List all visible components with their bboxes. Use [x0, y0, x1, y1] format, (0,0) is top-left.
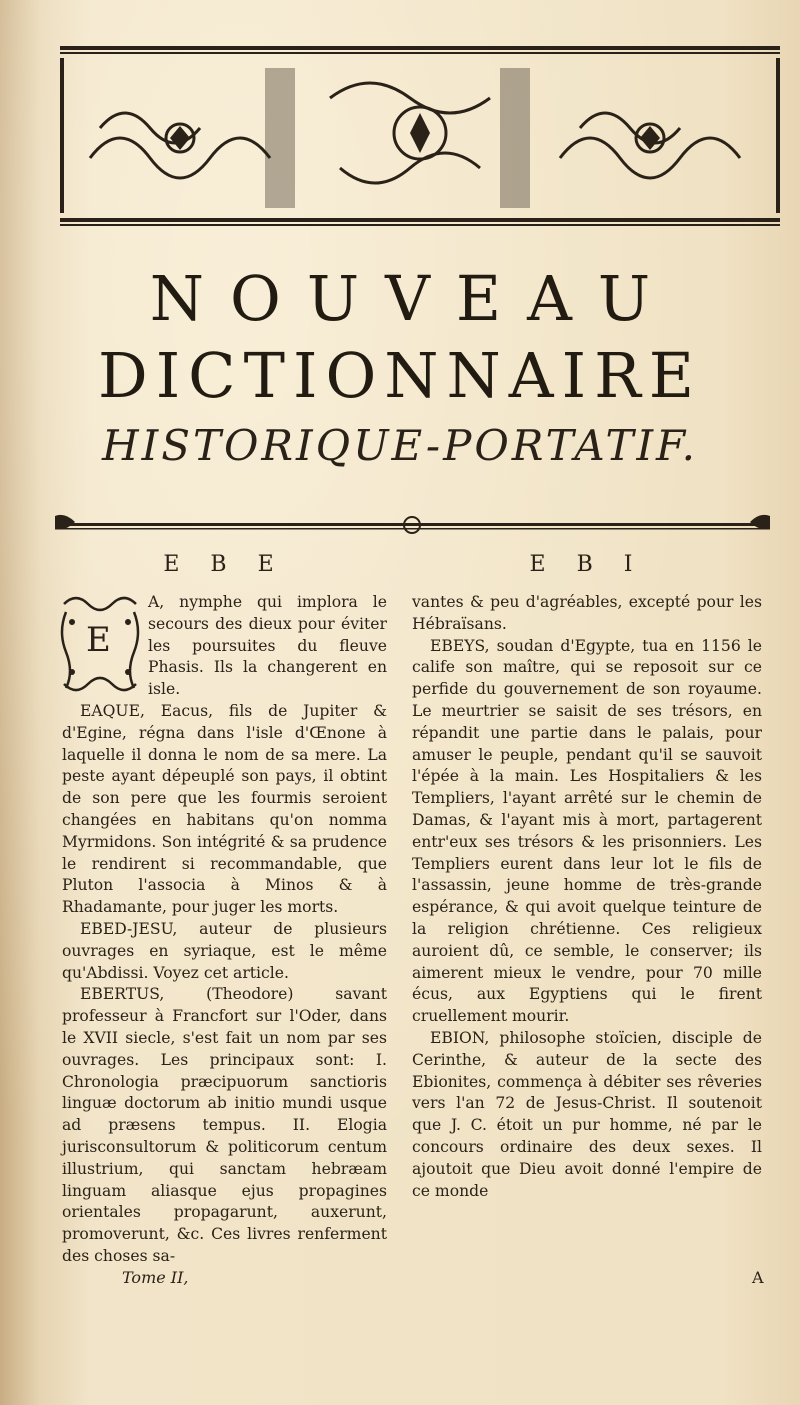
entry-ebed-jesu: EBED-JESU, auteur de plusieurs ouvrages en syriaque, est le même qu'Abdissi. Voyez cet article. [62, 919, 387, 982]
entry-ea: A, nymphe qui implora le secours des dieux pour éviter les poursuites du fleuve Phasis. Ils la changerent en isle. [148, 593, 387, 699]
left-column-text [62, 592, 387, 1268]
entry-ebertus-continued: vantes & peu d'agréables, excepté pour les Hébraïsans. [412, 593, 762, 633]
left-column [62, 548, 387, 1268]
dropcap-ornament [58, 592, 142, 696]
volume-signature: Tome II, [122, 1268, 189, 1287]
right-column-text [412, 592, 762, 1202]
title-nouveau: NOUVEAU [149, 262, 677, 335]
title-dictionnaire: DICTIONNAIRE [97, 339, 703, 412]
divider-ornament [55, 512, 770, 538]
right-column-heading: E B I [529, 552, 645, 577]
left-column-heading: E B E [163, 552, 286, 577]
entry-eaque: EAQUE, Eacus, fils de Jupiter & d'Egine, régna dans l'isle d'Œnone à laquelle il donna le nom de sa mere. La peste ayant dépeuplé son pays, il obtint de son pere que les fourmis seroient changées en habitans qu'on nomma Myrmidons. Son intégrité & sa prudence le rendirent si recommandable, que Pluton l'associa à Minos & à Rhadamante, pour juger les morts. [62, 701, 387, 917]
title-block [0, 262, 800, 476]
entry-ebion: EBION, philosophe stoïcien, disciple de Cerinthe, & auteur de la secte des Ebionites, commença à débiter ses rêveries vers l'an 72 de Jesus-Christ. Il soutenoit que J. C. étoit un pur homme, né par le concours ordinaire des deux sexes. Il ajoutoit que Dieu avoit donné l'empire de ce monde [412, 1028, 762, 1200]
title-historique-portatif: HISTORIQUE-PORTATIF. [102, 421, 698, 470]
right-column [412, 548, 762, 1202]
dropcap-letter: E [86, 620, 111, 660]
headpiece-ornament [0, 38, 800, 238]
entry-ebertus: EBERTUS, (Theodore) savant professeur à Francfort sur l'Oder, dans le XVII siecle, s'est fait un nom par ses ouvrages. Les principaux sont: I. Chronologia præcipuorum sanctioris linguæ doctorum ab initio mundi usque ad præsens tempus. II. Elogia jurisconsultorum & politicorum centum illustrium, qui sanctam hebræam linguam aliasque ejus propagines orientales propagarunt, auxerunt, promoverunt, &c. Ces livres renferment des choses sa- [62, 985, 387, 1265]
catchword: A [752, 1268, 764, 1287]
entry-ebeys: EBEYS, soudan d'Egypte, tua en 1156 le calife son maître, qui se reposoit sur ce perfide du gouvernement de son royaume. Le meurtrier se saisit de ses trésors, en répandit une partie dans le palais, pour amuser le peuple, pendant qu'il se sauvoit l'épée à la main. Les Hospitaliers & les Templiers, l'ayant arrêté sur le chemin de Damas, & l'ayant mis à mort, partagerent entr'eux ses trésors & les prisonniers. Les Templiers eurent dans leur lot le fils de l'assassin, jeune homme de très-grande espérance, & qui avoit quelque teinture de la religion chrétienne. Ces religieux auroient dû, ce semble, le conserver; ils aimerent mieux le vendre, pour 70 mille écus, aux Egyptiens qui le firent cruellement mourir. [412, 636, 762, 1026]
